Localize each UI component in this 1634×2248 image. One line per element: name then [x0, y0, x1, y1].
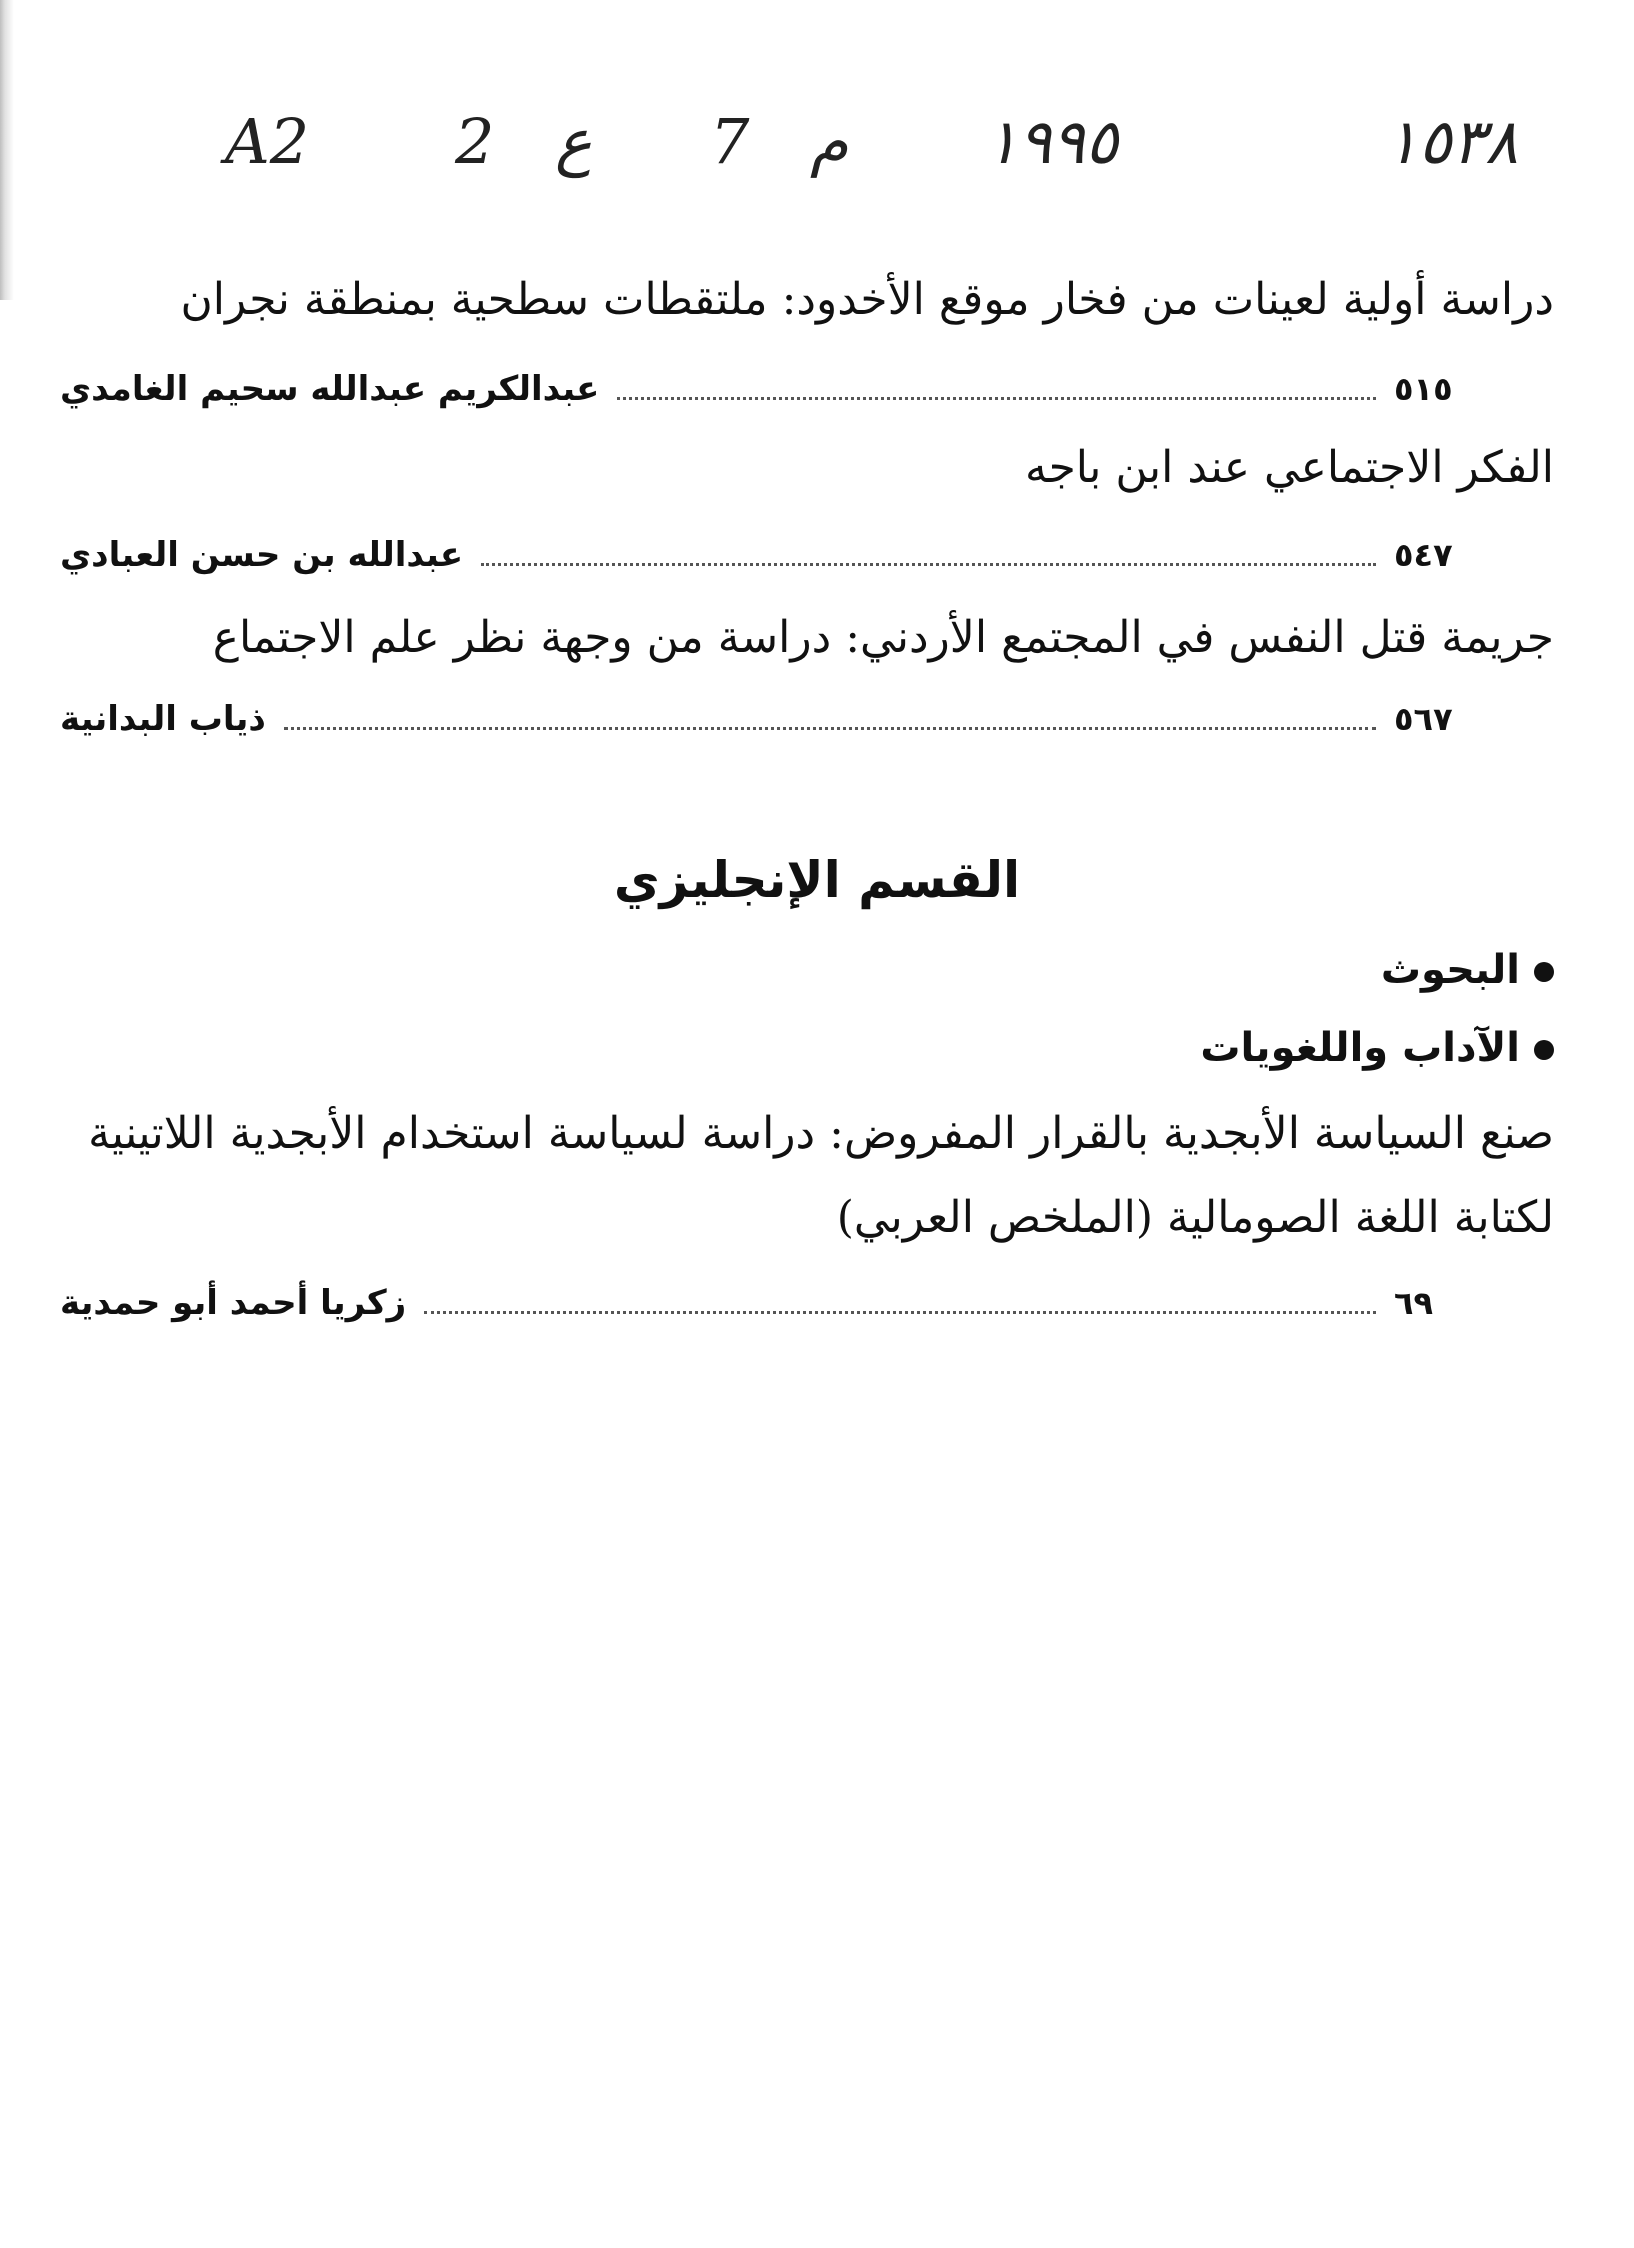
toc-entry-title: جريمة قتل النفس في المجتمع الأردني: دراسة من وجهة نظر علم الاجتماع	[212, 612, 1554, 663]
bullet-heading-literature	[1200, 1022, 1554, 1074]
page-number: ٦٩	[1394, 1284, 1434, 1322]
section-heading: القسم الإنجليزي	[613, 851, 1021, 909]
bullet-label: البحوث	[1380, 947, 1520, 993]
author-name: زكريا أحمد أبو حمدية	[60, 1283, 407, 1323]
dot-leader	[481, 563, 1376, 566]
toc-author-row	[60, 528, 1464, 578]
author-name: ذياب البدانية	[60, 699, 266, 739]
dot-leader	[284, 727, 1376, 730]
toc-entry-title: الفكر الاجتماعي عند ابن باجه	[1024, 442, 1554, 493]
handwritten-mark: A2	[225, 105, 310, 178]
handwritten-mark: م	[810, 105, 849, 178]
page-number: ٥٤٧	[1394, 536, 1453, 574]
toc-author-row	[60, 362, 1464, 412]
handwritten-mark: ع	[555, 105, 592, 178]
handwritten-mark: ١٩٩٥	[985, 105, 1119, 178]
handwritten-mark: ١٥٣٨	[1385, 105, 1519, 178]
bullet-label: الآداب واللغويات	[1200, 1025, 1520, 1071]
handwritten-mark: 2	[455, 105, 495, 178]
bullet-icon	[1534, 1040, 1554, 1060]
toc-entry-title: دراسة أولية لعينات من فخار موقع الأخدود: ملتقطات سطحية بمنطقة نجران	[180, 274, 1554, 325]
dot-leader	[617, 397, 1376, 400]
author-name: عبدالكريم عبدالله سحيم الغامدي	[60, 369, 600, 409]
page-number: ٥١٥	[1394, 370, 1453, 408]
dot-leader	[424, 1311, 1376, 1314]
bullet-heading-research	[1381, 944, 1554, 996]
handwritten-mark: 7	[710, 105, 750, 178]
author-name: عبدالله بن حسن العبادي	[60, 535, 464, 575]
toc-entry-title: صنع السياسة الأبجدية بالقرار المفروض: دراسة لسياسة استخدام الأبجدية اللاتينية	[88, 1108, 1554, 1159]
toc-entry-title-continued: لكتابة اللغة الصومالية (الملخص العربي)	[836, 1192, 1554, 1243]
toc-author-row	[60, 1276, 1464, 1326]
toc-author-row	[60, 692, 1464, 742]
bullet-icon	[1534, 962, 1554, 982]
page-number: ٥٦٧	[1394, 700, 1453, 738]
handwritten-annotation	[0, 105, 1634, 215]
